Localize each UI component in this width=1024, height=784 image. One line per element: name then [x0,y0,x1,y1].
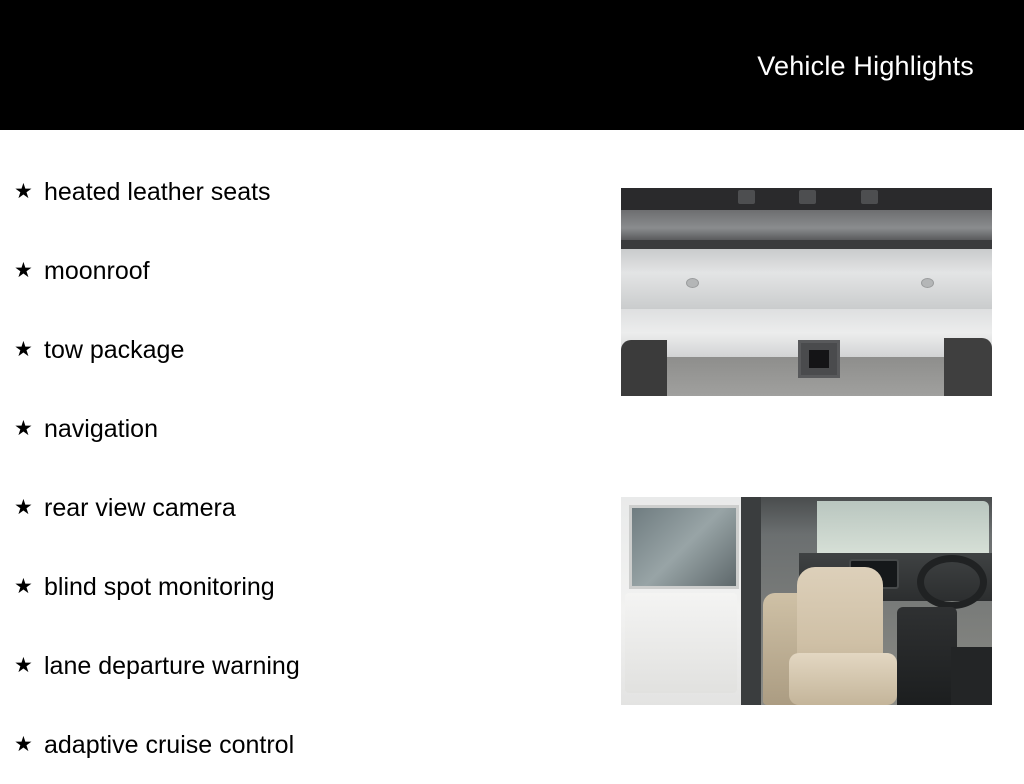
list-item [14,310,574,389]
photo-door-panel [625,593,737,693]
list-item [14,468,574,547]
list-item [14,705,574,784]
rear-bumper-tow-hitch-photo [621,188,992,396]
photo-floor [951,647,992,705]
star-bullet-icon: ★ [14,259,33,282]
photo-right-tire [944,338,992,396]
star-bullet-icon: ★ [14,654,33,677]
list-item [14,152,574,231]
feature-label: adaptive cruise control [44,730,295,759]
list-item [14,231,574,310]
photo-clip [738,190,755,204]
photo-open-door [621,497,741,705]
photo-windshield [817,501,989,555]
photo-sensor-dot [921,278,934,288]
star-bullet-icon: ★ [14,417,33,440]
feature-label: moonroof [44,256,150,285]
photo-hitch-opening [809,350,829,368]
star-bullet-icon: ★ [14,575,33,598]
star-bullet-icon: ★ [14,496,33,519]
star-bullet-icon: ★ [14,338,33,361]
photo-panel-gap [621,240,992,249]
list-item [14,547,574,626]
photo-sensor-dot [686,278,699,288]
front-interior-seats-photo [621,497,992,705]
photo-center-console [897,607,957,705]
star-bullet-icon: ★ [14,180,33,203]
list-item [14,389,574,468]
photo-hitch-receiver [798,340,840,378]
feature-label: navigation [44,414,158,443]
photo-left-tire [621,340,667,396]
photo-liftgate [621,210,992,240]
feature-label: tow package [44,335,185,364]
star-bullet-icon: ★ [14,733,33,756]
photo-upper-trim [621,188,992,210]
page-title: Vehicle Highlights [757,51,974,81]
feature-label: heated leather seats [44,177,271,206]
feature-label: lane departure warning [44,651,300,680]
vehicle-features-list [14,152,574,784]
photo-door-window [629,505,739,589]
header-bar [0,0,1024,130]
photo-steering-wheel [917,555,987,609]
feature-label: blind spot monitoring [44,572,275,601]
photo-b-pillar [739,497,761,705]
photo-bumper [621,249,992,309]
photo-clip [861,190,878,204]
feature-label: rear view camera [44,493,236,522]
list-item [14,626,574,705]
photo-seat-cushion [789,653,897,705]
photo-clip [799,190,816,204]
